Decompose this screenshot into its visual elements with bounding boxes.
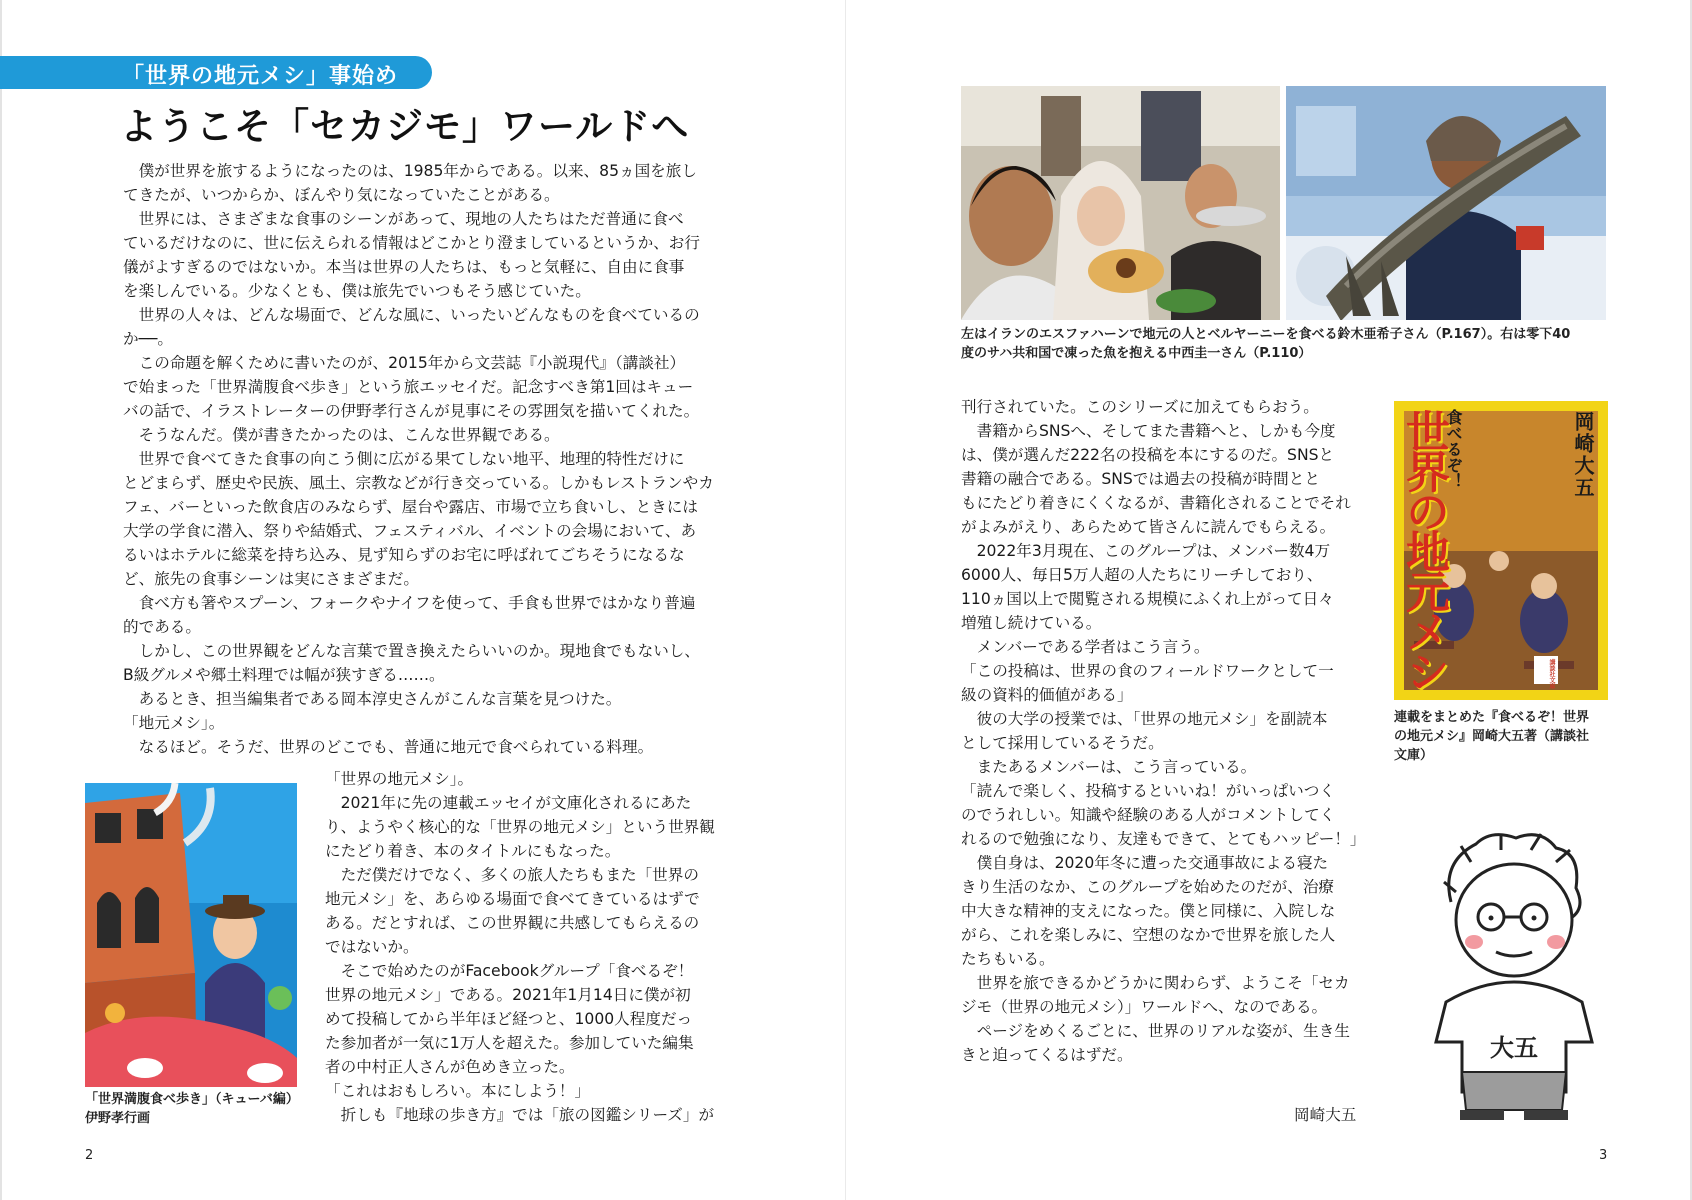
text-line: この命題を解くために書いたのが、2015年から文芸誌『小説現代』（講談社） bbox=[138, 354, 686, 372]
text-line: 「読んで楽しく、投稿するといいね！がいっぱいつく bbox=[961, 782, 1335, 800]
text-line: 刊行されていた。このシリーズに加えてもらおう。 bbox=[961, 398, 1319, 416]
text-line: 世界の人々は、どんな場面で、どんな風に、いったいどんなものを食べているの bbox=[138, 306, 700, 324]
text-line: として採用しているそうだ。 bbox=[961, 734, 1164, 752]
text-line: 僕が世界を旅するようになったのは、1985年からである。以来、85ヵ国を旅し bbox=[138, 162, 697, 180]
text-line: ど、旅先の食事シーンは実にさまざまだ。 bbox=[123, 570, 419, 588]
text-line: を楽しんでいる。少なくとも、僕は旅先でいつもそう感じていた。 bbox=[123, 282, 591, 300]
right-page bbox=[846, 0, 1692, 1200]
text-line: ある。だとすれば、この世界観に共感してもらえるの bbox=[325, 914, 700, 932]
text-line: あるとき、担当編集者である岡本淳史さんがこんな言葉を見つけた。 bbox=[138, 690, 622, 708]
text-line: 級の資料的価値がある」 bbox=[961, 686, 1133, 704]
text-line: 僕自身は、2020年冬に遭った交通事故による寝た bbox=[976, 854, 1329, 872]
text-line: ではないか。 bbox=[325, 938, 419, 956]
text-line: きり生活のなか、このグループを始めたのだが、治療 bbox=[961, 878, 1335, 896]
book-caption-line: 文庫） bbox=[1394, 748, 1434, 763]
text-line: 世界で食べてきた食事の向こう側に広がる果てしない地平、地理的特性だけに bbox=[138, 450, 685, 468]
book-author: 岡崎大五 bbox=[1571, 411, 1595, 499]
text-line: 地元メシ」を、あらゆる場面で食べてきているはずで bbox=[325, 890, 700, 908]
text-line: めて投稿してから半年ほど経つと、1000人程度だっ bbox=[325, 1010, 693, 1028]
photo-caption bbox=[961, 325, 1570, 363]
cuba-illustration bbox=[85, 783, 297, 1087]
text-line: 6000人、毎日5万人超の人たちにリーチしており、 bbox=[961, 566, 1323, 584]
page-number-right: 3 bbox=[1599, 1148, 1608, 1163]
text-line: 彼の大学の授業では、「世界の地元メシ」を副読本 bbox=[976, 710, 1328, 728]
text-line: 書籍からSNSへ、そしてまた書籍へと、しかも今度 bbox=[976, 422, 1336, 440]
page-edge bbox=[0, 0, 2, 1200]
text-line: メンバーである学者はこう言う。 bbox=[976, 638, 1210, 656]
photo-caption-line: 度のサハ共和国で凍った魚を抱える中西圭一さん（P.110） bbox=[961, 346, 1312, 361]
text-line: がよみがえり、あらためて皆さんに読んでもらえる。 bbox=[961, 518, 1336, 536]
text-line: 中大きな精神的支えになった。僕と同様に、入院しな bbox=[961, 902, 1336, 920]
illustration-caption-line: 伊野孝行画 bbox=[85, 1111, 151, 1126]
book-imprint: 講談社文庫 bbox=[1548, 659, 1555, 689]
text-line: 儀がよすぎるのではないか。本当は世界の人たちは、もっと気軽に、自由に食事 bbox=[123, 258, 685, 276]
section-tab bbox=[0, 56, 432, 89]
text-line: は、僕が選んだ222名の投稿を本にするのだ。SNSと bbox=[961, 446, 1335, 464]
page-title: ようこそ「セカジモ」ワールドへ bbox=[120, 105, 690, 148]
iran-photo bbox=[961, 86, 1280, 320]
right-body-text bbox=[961, 395, 1371, 1067]
text-line: 110ヵ国以上で閲覧される規模にふくれ上がって日々 bbox=[961, 590, 1334, 608]
book-cover bbox=[1394, 401, 1608, 700]
text-line: 「この投稿は、世界の食のフィールドワークとして一 bbox=[961, 662, 1334, 680]
text-line: てきたが、いつからか、ぼんやり気になっていたことがある。 bbox=[123, 186, 560, 204]
left-body-text bbox=[123, 159, 733, 759]
text-line: 2022年3月現在、このグループは、メンバー数4万 bbox=[976, 542, 1331, 560]
text-line: 書籍の融合である。SNSでは過去の投稿が時間とと bbox=[961, 470, 1320, 488]
text-line: 「これはおもしろい。本にしよう！」 bbox=[325, 1082, 591, 1100]
text-line: たちもいる。 bbox=[961, 950, 1055, 968]
illustration-caption-line: 「世界満腹食べ歩き」（キューバ編） bbox=[85, 1092, 299, 1107]
text-line: 者の中村正人さんが色めき立った。 bbox=[325, 1058, 575, 1076]
text-line: とどまらず、歴史や民族、風土、宗教などが行き交っている。しかもレストランやカ bbox=[123, 474, 714, 492]
page-number-left: 2 bbox=[85, 1148, 94, 1163]
text-line: 食べ方も箸やスプーン、フォークやナイフを使って、手食も世界ではかなり普遍 bbox=[138, 594, 696, 612]
text-line: 「世界の地元メシ」。 bbox=[325, 770, 474, 788]
section-tab-label: 「世界の地元メシ」事始め bbox=[122, 64, 399, 89]
text-line: ページをめくるごとに、世界のリアルな姿が、生き生 bbox=[976, 1022, 1350, 1040]
text-line: ているだけなのに、世に伝えられる情報はどこかとり澄ましているというか、お行 bbox=[123, 234, 700, 252]
text-line: がら、これを楽しみに、空想のなかで世界を旅した人 bbox=[961, 926, 1336, 944]
text-line: 世界には、さまざまな食事のシーンがあって、現地の人たちはただ普通に食べ bbox=[138, 210, 684, 228]
text-line: 増殖し続けている。 bbox=[961, 614, 1102, 632]
text-line: るいはホテルに総菜を持ち込み、見ず知らずのお宅に呼ばれてごちそうになるな bbox=[123, 546, 685, 564]
text-line: のでうれしい。知識や経験のある人がコメントしてく bbox=[961, 806, 1336, 824]
text-line: で始まった「世界満腹食べ歩き」という旅エッセイだ。記念すべき第1回はキュー bbox=[123, 378, 694, 396]
text-line: またあるメンバーは、こう言っている。 bbox=[976, 758, 1257, 776]
text-line: そうなんだ。僕が書きたかったのは、こんな世界観である。 bbox=[138, 426, 560, 444]
sakha-photo bbox=[1286, 86, 1606, 320]
text-line: ジモ（世界の地元メシ）」ワールドへ、なのである。 bbox=[961, 998, 1328, 1016]
author-signature: 岡崎大五 bbox=[1294, 1106, 1357, 1124]
text-line: フェ、バーといった飲食店のみならず、屋台や露店、市場で立ち食いし、ときには bbox=[123, 498, 698, 516]
photo-caption-line: 左はイランのエスファハーンで地元の人とベルヤーニーを食べる鈴木亜希子さん（P.167）。右は零下40 bbox=[961, 327, 1571, 342]
text-line: なるほど。そうだ、世界のどこでも、普通に地元で食べられている料理。 bbox=[138, 738, 654, 756]
text-line: もにたどり着きにくくなるが、書籍化されることでそれ bbox=[961, 494, 1351, 512]
text-line: 「地元メシ」。 bbox=[123, 714, 225, 732]
text-line: 折しも『地球の歩き方』では「旅の図鑑シリーズ」が bbox=[340, 1106, 715, 1124]
illustration-caption bbox=[85, 1090, 299, 1128]
book-subtitle: 食べるぞ！ bbox=[1444, 409, 1463, 489]
book-caption-line: の地元メシ』岡崎大五著（講談社 bbox=[1394, 729, 1590, 744]
text-line: 的である。 bbox=[123, 618, 201, 636]
text-line: れるので勉強になり、友達もできて、とてもハッピー！」 bbox=[961, 830, 1366, 848]
text-line: た参加者が一気に1万人を超えた。参加していた編集 bbox=[325, 1034, 694, 1052]
text-line: ただ僕だけでなく、多くの旅人たちもまた「世界の bbox=[340, 866, 699, 884]
tshirt-text: 大五 bbox=[1490, 1033, 1538, 1062]
text-line: にたどり着き、本のタイトルにもなった。 bbox=[325, 842, 621, 860]
book-title: 世界の地元メシ bbox=[1398, 409, 1449, 689]
text-line: か──。 bbox=[123, 330, 173, 348]
book-caption-line: 連載をまとめた『食べるぞ！世界 bbox=[1394, 710, 1590, 725]
text-line: B級グルメや郷土料理では幅が狭すぎる……。 bbox=[123, 666, 445, 684]
text-line: 世界の地元メシ」である。2021年1月14日に僕が初 bbox=[325, 986, 691, 1004]
left-lower-body-text bbox=[325, 767, 735, 1127]
text-line: 大学の学食に潜入、祭りや結婚式、フェスティバル、イベントの会場において、あ bbox=[123, 522, 697, 540]
author-caricature bbox=[1416, 832, 1616, 1122]
text-line: そこで始めたのがFacebookグループ「食べるぞ！ bbox=[340, 962, 694, 980]
text-line: 世界を旅できるかどうかに関わらず、ようこそ「セカ bbox=[976, 974, 1350, 992]
text-line: バの話で、イラストレーターの伊野孝行さんが見事にその雰囲気を描いてくれた。 bbox=[123, 402, 700, 420]
text-line: しかし、この世界観をどんな言葉で置き換えたらいいのか。現地食でもないし、 bbox=[138, 642, 700, 660]
text-line: きと迫ってくるはずだ。 bbox=[961, 1046, 1133, 1064]
book-caption bbox=[1394, 708, 1589, 765]
text-line: り、ようやく核心的な「世界の地元メシ」という世界観 bbox=[325, 818, 715, 836]
text-line: 2021年に先の連載エッセイが文庫化されるにあた bbox=[340, 794, 692, 812]
